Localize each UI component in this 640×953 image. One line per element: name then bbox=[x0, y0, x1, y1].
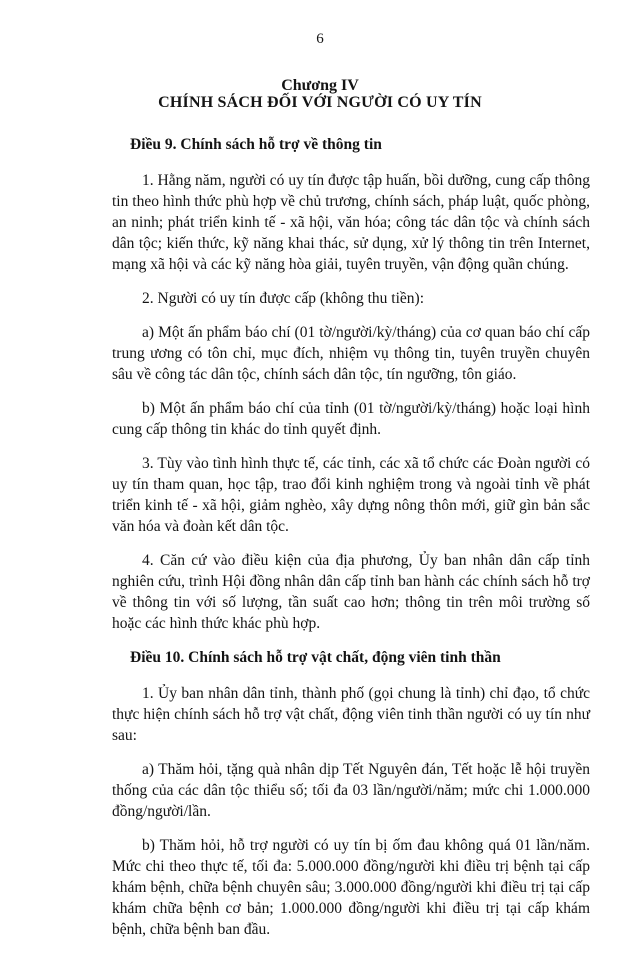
article-9-paragraph-4: 4. Căn cứ vào điều kiện của địa phương, Ủy ban nhân dân cấp tỉnh nghiên cứu, trình Hội đồng nhân dân cấp tỉnh ban hành các chính sách hỗ trợ về thông tin với số lượng, tần suất cao hơn; thông tin trên môi trường số hoặc các hình thức khác phù hợp. bbox=[112, 552, 590, 632]
document-body bbox=[112, 134, 590, 953]
article-9-heading: Điều 9. Chính sách hỗ trợ về thông tin bbox=[130, 136, 382, 153]
article-9-paragraph-2: 2. Người có uy tín được cấp (không thu tiền): bbox=[142, 290, 425, 307]
article-10-paragraph-1a: a) Thăm hỏi, tặng quà nhân dịp Tết Nguyên đán, Tết hoặc lễ hội truyền thống của các dân tộc thiểu số; tối đa 03 lần/người/năm; mức chi 1.000.000 đồng/người/lần. bbox=[112, 761, 590, 820]
chapter-label: Chương IV bbox=[281, 77, 359, 94]
page-number: 6 bbox=[316, 31, 324, 47]
article-9-paragraph-1: 1. Hằng năm, người có uy tín được tập huấn, bồi dưỡng, cung cấp thông tin theo hình thức phù hợp về chủ trương, chính sách, pháp luật, quốc phòng, an ninh; phát triển kinh tế - xã hội, văn hóa; công tác dân tộc và chính sách dân tộc; kiến thức, kỹ năng khai thác, sử dụng, xử lý thông tin trên Internet, mạng xã hội và các kỹ năng hòa giải, tuyên truyền, vận động quần chúng. bbox=[112, 172, 590, 273]
article-10-heading: Điều 10. Chính sách hỗ trợ vật chất, động viên tinh thần bbox=[130, 649, 501, 666]
article-10-paragraph-1b: b) Thăm hỏi, hỗ trợ người có uy tín bị ốm đau không quá 01 lần/năm. Mức chi theo thực tế, tối đa: 5.000.000 đồng/người khi điều trị bệnh tại cấp khám bệnh, chữa bệnh chuyên sâu; 3.000.000 đồng/người khi điều trị tại cấp khám chữa bệnh cơ bản; 1.000.000 đồng/người khi điều trị tại cấp khám bệnh, chữa bệnh ban đầu. bbox=[112, 837, 590, 938]
article-9-paragraph-2b: b) Một ấn phẩm báo chí của tỉnh (01 tờ/người/kỳ/tháng) hoặc loại hình cung cấp thông tin khác do tỉnh quyết định. bbox=[112, 400, 590, 438]
article-9-paragraph-3: 3. Tùy vào tình hình thực tế, các tỉnh, các xã tổ chức các Đoàn người có uy tín tham quan, học tập, trao đổi kinh nghiệm trong và ngoài tỉnh về phát triển kinh tế - xã hội, giảm nghèo, xây dựng nông thôn mới, giữ gìn bản sắc văn hóa và đoàn kết dân tộc. bbox=[112, 455, 590, 535]
article-9-paragraph-2a: a) Một ấn phẩm báo chí (01 tờ/người/kỳ/tháng) của cơ quan báo chí cấp trung ương có tôn chỉ, mục đích, nhiệm vụ thông tin, tuyên truyền chuyên sâu về công tác dân tộc, chính sách dân tộc, tín ngưỡng, tôn giáo. bbox=[112, 324, 590, 383]
chapter-title: CHÍNH SÁCH ĐỐI VỚI NGƯỜI CÓ UY TÍN bbox=[158, 94, 482, 111]
article-10-paragraph-1: 1. Ủy ban nhân dân tỉnh, thành phố (gọi chung là tỉnh) chỉ đạo, tổ chức thực hiện chính sách hỗ trợ vật chất, động viên tinh thần người có uy tín như sau: bbox=[112, 685, 590, 744]
